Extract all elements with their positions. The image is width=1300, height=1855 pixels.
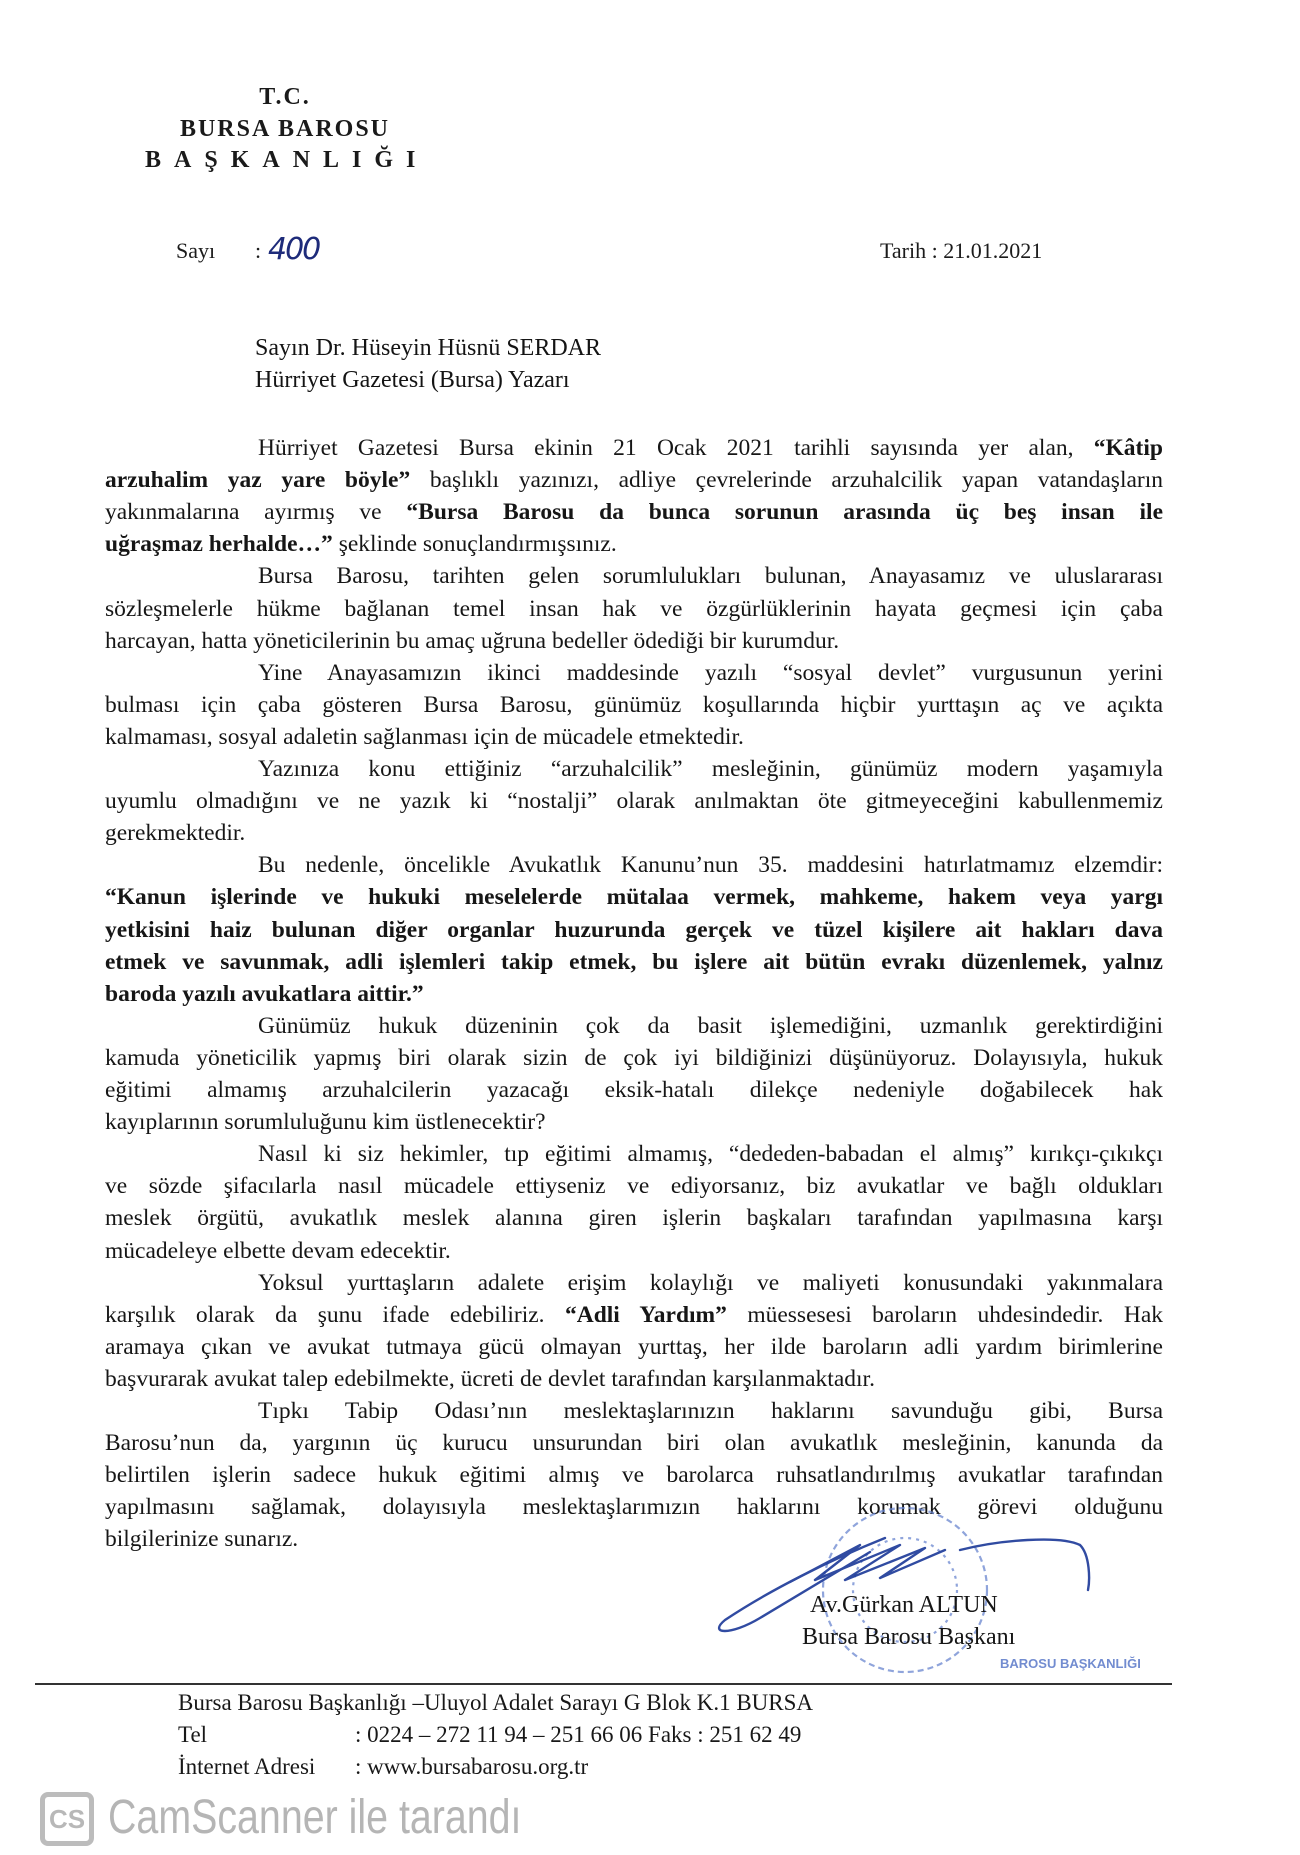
body-line <box>105 465 1163 495</box>
footer-web-value: : www.bursabarosu.org.tr <box>355 1754 589 1779</box>
text-segment: bulması için çaba gösteren Bursa Barosu, günümüz koşullarında hiçbir yurttaşın aç ve açıkta <box>105 691 1163 718</box>
body-line <box>258 433 1163 463</box>
body-line <box>258 561 1163 591</box>
body-line <box>105 1460 1163 1490</box>
addressee-title: Hürriyet Gazetesi (Bursa) Yazarı <box>255 367 570 393</box>
body-line <box>105 626 1163 656</box>
body-line <box>105 722 1163 752</box>
text-segment: sözleşmelerle hükme bağlanan temel insan hak ve özgürlüklerinin hayata geçmesi için çaba <box>105 595 1163 622</box>
footer-web-label: İnternet Adresi <box>178 1754 316 1779</box>
footer-tel-value: : 0224 – 272 11 94 – 251 66 06 Faks : 251 62 49 <box>355 1722 802 1747</box>
text-segment: meslek örgütü, avukatlık meslek alanına giren işlerin başkaları tarafından yapılmasına karşı <box>105 1205 1163 1232</box>
number-separator: : <box>255 238 262 263</box>
footer-tel-label: Tel <box>178 1722 208 1747</box>
text-segment: gerekmektedir. <box>105 820 246 847</box>
bold-text-segment: “Bursa Barosu da bunca sorunun arasında üç beş insan ile <box>406 499 1163 526</box>
bold-text-segment: “Kâtip <box>1093 435 1163 461</box>
handwritten-number: 400 <box>268 232 320 267</box>
body-line <box>105 979 1163 1009</box>
body-line <box>105 882 1163 912</box>
body-line <box>105 1236 1163 1266</box>
text-segment: başvurarak avukat talep edebilmekte, ücreti de devlet tarafından karşılanmaktadır. <box>105 1365 875 1392</box>
text-segment: Bursa Barosu, tarihten gelen sorumlulukları bulunan, Anayasamız ve uluslararası <box>258 563 1163 590</box>
text-segment: Nasıl ki siz hekimler, tıp eğitimi almamış, “dededen-babadan el almış” kırıkçı-çıkıkçı <box>258 1141 1163 1168</box>
body-line <box>105 1428 1163 1458</box>
body-line <box>105 1043 1163 1073</box>
footer-address: Bursa Barosu Başkanlığı –Uluyol Adalet Sarayı G Blok K.1 BURSA <box>178 1690 814 1715</box>
body-line <box>105 915 1163 945</box>
text-segment: Tıpkı Tabip Odası’nın meslektaşlarınızın haklarını savunduğu gibi, Bursa <box>258 1398 1163 1424</box>
body-line <box>258 754 1163 784</box>
body-line <box>105 1524 1163 1554</box>
date: Tarih : 21.01.2021 <box>880 238 1043 263</box>
signatory-name: Av.Gürkan ALTUN <box>810 1592 998 1618</box>
bold-text-segment: etmek ve savunmak, adli işlemleri takip etmek, bu işlere ait bütün evrakı düzenlemek, yalnız <box>105 948 1163 975</box>
text-segment: uyumlu olmadığını ve ne yazık ki “nostalji” olarak anılmaktan öte gitmeyeceğini kabullenmemiz <box>105 788 1163 815</box>
text-segment: Hürriyet Gazetesi Bursa ekinin 21 Ocak 2021 tarihli sayısında yer alan, <box>258 435 1094 461</box>
text-segment: kayıplarının sorumluluğunu kim üstlenecektir? <box>105 1109 546 1136</box>
body-line <box>105 1332 1163 1362</box>
body-line <box>105 1300 1163 1330</box>
body-line <box>105 1107 1163 1137</box>
bold-text-segment: arzuhalim yaz yare böyle” <box>105 467 411 494</box>
body-line <box>258 1396 1163 1426</box>
body-line <box>258 658 1163 688</box>
bold-text-segment: “Kanun işlerinde ve hukuki meselelerde mütalaa vermek, mahkeme, hakem veya yargı <box>105 884 1163 911</box>
bold-text-segment: baroda yazılı avukatlara aittir.” <box>105 980 424 1007</box>
text-segment: şeklinde sonuçlandırmışsınız. <box>332 531 617 558</box>
camscanner-logo-icon: CS <box>40 1792 94 1846</box>
body-line <box>105 947 1163 977</box>
body-line <box>105 786 1163 816</box>
text-segment: yapılmasını sağlamak, dolayısıyla meslektaşlarımızın haklarını korumak görevi olduğunu <box>105 1494 1163 1521</box>
stamp-text: BAROSU BAŞKANLIĞI <box>1000 1656 1141 1671</box>
bold-text-segment: yetkisini haiz bulunan diğer organlar huzurunda gerçek ve tüzel kişilere ait hakları dava <box>105 916 1163 943</box>
letterhead-bar-name: BURSA BAROSU <box>179 116 391 142</box>
text-segment: müessesesi baroların uhdesindedir. Hak <box>726 1301 1163 1328</box>
text-segment: Bu nedenle, öncelikle Avukatlık Kanunu’nun 35. maddesini hatırlatmamız elzemdir: <box>258 852 1163 879</box>
letterhead-tc: T.C. <box>259 84 311 110</box>
bold-text-segment: uğraşmaz herhalde…” <box>105 531 333 558</box>
body-line <box>105 1203 1163 1233</box>
text-segment: Yazınıza konu ettiğiniz “arzuhalcilik” mesleğinin, günümüz modern yaşamıyla <box>258 756 1163 782</box>
body-line <box>105 529 1163 559</box>
text-segment: eğitimi almamış arzuhalcilerin yazacağı eksik-hatalı dilekçe nedeniyle doğabilecek hak <box>105 1077 1163 1103</box>
body-line <box>105 497 1163 527</box>
bold-text-segment: “Adli Yardım” <box>564 1301 727 1328</box>
text-segment: belirtilen işlerin sadece hukuk eğitimi almış ve barolarca ruhsatlandırılmış avukatlar tarafından <box>105 1462 1163 1489</box>
addressee-name: Sayın Dr. Hüseyin Hüsnü SERDAR <box>255 335 602 361</box>
number-label: Sayı <box>176 238 216 263</box>
text-segment: mücadeleye elbette devam edecektir. <box>105 1237 451 1264</box>
text-segment: kamuda yöneticilik yapmış biri olarak sizin de çok iyi bildiğinizi düşünüyoruz. Dolayısıyla, hukuk <box>105 1044 1163 1071</box>
text-segment: ve sözde şifacılarla nasıl mücadele ettiyseniz ve ediyorsanız, biz avukatlar ve bağlı oldukları <box>105 1173 1163 1200</box>
body-line <box>105 594 1163 624</box>
text-segment: harcayan, hatta yöneticilerinin bu amaç uğruna bedeller ödediği bir kurumdur. <box>105 627 840 654</box>
body-line <box>105 1171 1163 1201</box>
text-segment: aramaya çıkan ve avukat tutmaya gücü olmayan yurttaş, her ilde baroların adli yardım birimlerine <box>105 1333 1163 1360</box>
body-line <box>105 1075 1163 1105</box>
body-line <box>105 1492 1163 1522</box>
body-line <box>258 1139 1163 1169</box>
body-line <box>105 690 1163 720</box>
text-segment: yakınmalarına ayırmış ve <box>105 499 407 526</box>
signatory-title: Bursa Barosu Başkanı <box>802 1624 1016 1650</box>
text-segment: Günümüz hukuk düzeninin çok da basit işlemediğini, uzmanlık gerektirdiğini <box>258 1012 1163 1039</box>
footer-divider <box>35 1683 1172 1685</box>
body-line <box>105 1364 1163 1394</box>
body-line <box>258 1011 1163 1041</box>
letterhead-presidency: BAŞKANLIĞI <box>145 147 429 173</box>
text-segment: bilgilerinize sunarız. <box>105 1526 299 1553</box>
text-segment: kalmaması, sosyal adaletin sağlanması için de mücadele etmektedir. <box>105 723 744 750</box>
body-line <box>258 1268 1163 1298</box>
text-segment: karşılık olarak da şunu ifade edebiliriz. <box>105 1301 565 1328</box>
text-segment: Barosu’nun da, yargının üç kurucu unsurundan biri olan avukatlık mesleğinin, kanunda da <box>105 1430 1163 1457</box>
text-segment: Yine Anayasamızın ikinci maddesinde yazılı “sosyal devlet” vurgusunun yerini <box>258 659 1163 686</box>
camscanner-watermark: CamScanner ile tarandı <box>108 1791 522 1844</box>
body-line <box>258 850 1163 880</box>
text-segment: Yoksul yurttaşların adalete erişim kolaylığı ve maliyeti konusundaki yakınmalara <box>258 1269 1163 1296</box>
body-line <box>105 818 1163 848</box>
text-segment: başlıklı yazınızı, adliye çevrelerinde arzuhalcilik yapan vatandaşların <box>410 467 1164 494</box>
